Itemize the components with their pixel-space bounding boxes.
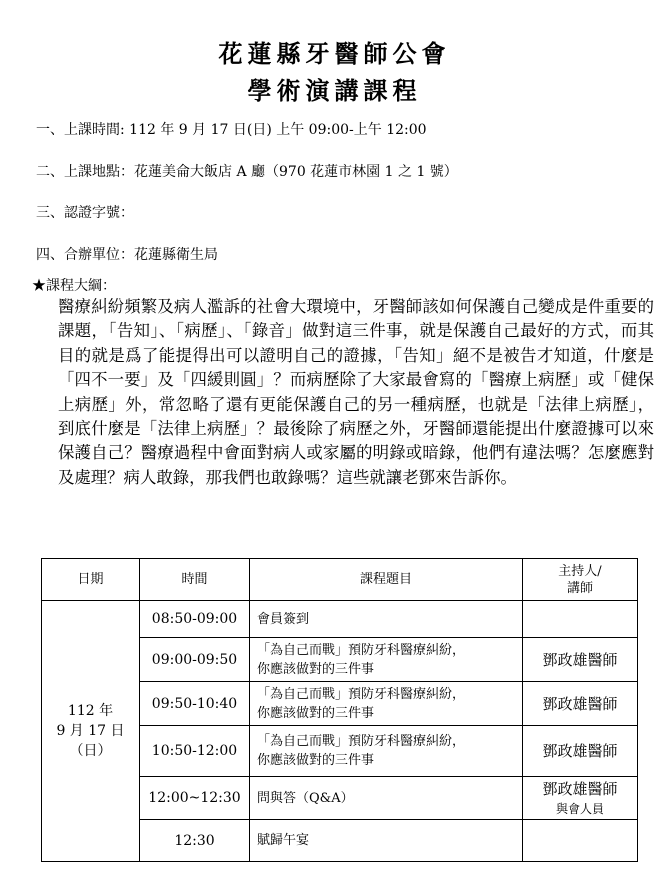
date-line2: 9 月 17 日 xyxy=(56,723,125,739)
topic-cell xyxy=(250,820,523,862)
topic-line1: 「為自己而戰」預防牙科醫療糾紛， xyxy=(257,642,466,658)
time-cell: 12:00~12:30 xyxy=(140,777,250,820)
document-title: 花蓮縣牙醫師公會 xyxy=(218,39,451,68)
topic-line1: 會員簽到 xyxy=(257,611,310,627)
table-header-row xyxy=(42,559,638,601)
topic-line1: 「為自己而戰」預防牙科醫療糾紛， xyxy=(257,686,466,702)
host-cell: 鄧政雄醫師 xyxy=(523,726,638,777)
credit-number: 三、認證字號： xyxy=(36,205,134,221)
date-cell xyxy=(42,601,140,862)
topic-line1: 賦歸午宴 xyxy=(257,833,310,848)
host-cell xyxy=(523,777,638,820)
date-line3: （日） xyxy=(69,743,112,759)
host-cell xyxy=(523,820,638,862)
time-cell: 10:50-12:00 xyxy=(140,726,250,777)
host-line1: 鄧政雄醫師 xyxy=(542,780,618,798)
header-host-line1: 主持人/ xyxy=(558,563,602,579)
topic-cell xyxy=(250,777,523,820)
table-row xyxy=(42,601,638,638)
topic-line2: 你應該做對的三件事 xyxy=(257,753,375,768)
time-cell: 09:50-10:40 xyxy=(140,682,250,726)
course-time: 一、上課時間: 112 年 9 月 17 日(日) 上午 09:00-上午 12:00 xyxy=(36,122,427,138)
topic-line2: 你應該做對的三件事 xyxy=(257,661,375,677)
time-cell: 12:30 xyxy=(140,820,250,862)
topic-line1: 問與答（Q&A） xyxy=(257,790,354,806)
header-topic: 課程題目 xyxy=(250,559,523,601)
topic-cell xyxy=(250,638,523,682)
time-cell: 09:00-09:50 xyxy=(140,638,250,682)
header-time: 時間 xyxy=(140,559,250,601)
topic-cell xyxy=(250,682,523,726)
header-host xyxy=(523,559,638,601)
header-host-line2: 講師 xyxy=(566,580,593,596)
host-cell xyxy=(523,601,638,638)
schedule-table xyxy=(41,558,638,862)
date-line1: 112 年 xyxy=(67,703,114,719)
co-organizer: 四、合辦單位：花蓮縣衛生局 xyxy=(36,247,218,263)
outline-heading: ★課程大綱： xyxy=(32,278,116,294)
topic-cell xyxy=(250,601,523,638)
time-cell: 08:50-09:00 xyxy=(140,601,250,638)
host-cell: 鄧政雄醫師 xyxy=(523,682,638,726)
topic-line1: 「為自己而戰」預防牙科醫療糾紛， xyxy=(257,734,466,749)
topic-line2: 你應該做對的三件事 xyxy=(257,705,375,721)
course-location: 二、上課地點：花蓮美侖大飯店 A 廳（970 花蓮市林園 1 之 1 號） xyxy=(36,164,458,180)
outline-text: 醫療糾紛頻繁及病人濫訴的社會大環境中，牙醫師該如何保護自己變成是件重要的課題，「告知」、「病歷」、「錄音」做對這三件事，就是保護自己最好的方式，而其目的就是爲了能提得出可以證明自己的證據，「告知」絕不是被告才知道，什麼是「四不一要」及「四緩則圓」？而病歷除了大家最會寫的「醫療上病歷」或「健保上病歷」外，常忽略了還有更能保護自己的另一種病歷，也就是「法律上病歷」，到底什麼是「法律上病歷」？最後除了病歷之外，牙醫師還能提出什麼證據可以來保護自己？醫療過程中會面對病人或家屬的明錄或暗錄，他們有違法嗎？怎麼應對及處理？病人敢錄，那我們也敢錄嗎？這些就讓老鄧來告訴你。 xyxy=(58,297,654,487)
document-subtitle: 學術演講課程 xyxy=(247,76,422,105)
host-cell: 鄧政雄醫師 xyxy=(523,638,638,682)
host-line2: 與會人員 xyxy=(555,802,604,816)
topic-cell xyxy=(250,726,523,777)
header-date: 日期 xyxy=(42,559,140,601)
